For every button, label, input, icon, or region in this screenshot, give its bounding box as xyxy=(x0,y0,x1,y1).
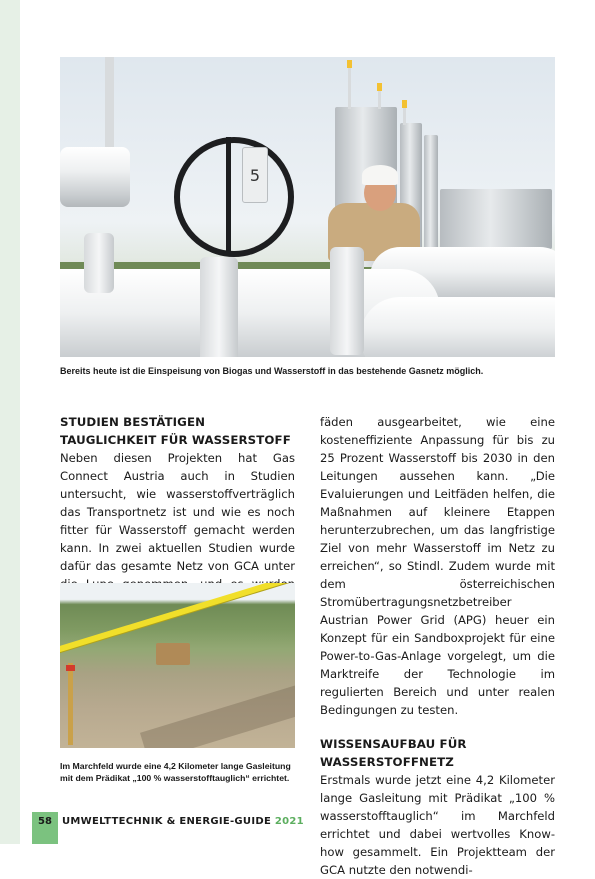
photo-worker-helmet xyxy=(362,165,398,185)
footer-title xyxy=(62,816,304,827)
side-accent-bar xyxy=(0,0,20,844)
photo-pipe-support xyxy=(156,643,190,665)
body-paragraph: fäden ausgearbeitet, wie eine kosteneffiziente Anpassung für bis zu 25 Prozent Wasserstoff bis 2030 in den Leitungen aussehen kann. „Die Evaluierungen und Leitfäden helfen, die Maßnahmen auf kleinere Etappen herunterzubrechen, um das langfristige Ziel von mehr Wasserstoff im Netz zu erreichen“, so Stindl. Zudem wurde mit dem österreichischen Stromübertragungsnetzbetreiber Austrian Power Grid (APG) heuer ein Konzept für ein Sandboxprojekt für eine Power-to-Gas-Anlage vorgelegt, um die Marktreife der Technologie im regulierten Bereich und unter realen Bedingungen zu testen. xyxy=(320,415,555,717)
body-paragraph: Neben diesen Projekten hat Gas Connect Austria auch in Studien untersucht, wie wasserstoffverträglich das Transportnetz ist und wie es noch fitter für Wasserstoff gemacht werden kann. In zwei aktuellen Studien wurde dafür das gesamte Netz von GCA unter xyxy=(60,451,295,573)
photo-caption-mid: Im Marchfeld wurde eine 4,2 Kilometer lange Gasleitung mit dem Prädikat „100 % wasserstofftauglich“ errichtet. xyxy=(60,761,291,783)
section-heading-wissensaufbau xyxy=(320,735,555,771)
photo-marker-band xyxy=(66,665,75,671)
heading-line: WASSERSTOFFNETZ xyxy=(320,755,454,769)
photo-number-sign: 5 xyxy=(242,147,268,203)
photo-marker-post xyxy=(68,663,73,745)
photo-pole xyxy=(348,65,351,109)
photo-silo xyxy=(424,135,438,260)
photo-flame xyxy=(402,100,407,108)
heading-line: STUDIEN BESTÄTIGEN xyxy=(60,415,206,429)
photo-gas-station xyxy=(60,57,555,357)
photo-flame xyxy=(347,60,352,68)
photo-flame xyxy=(377,83,382,91)
photo-flange xyxy=(200,257,238,357)
body-paragraph: Erstmals wurde jetzt eine 4,2 Kilometer lange Gasleitung mit Prädikat „100 % wasserstofftauglich“ im Marchfeld errichtet und dabei wertvolles Know-how gesammelt. Ein Projektteam der GCA nutzte den notwendi- xyxy=(320,773,555,877)
photo-building xyxy=(440,189,552,249)
heading-line: WISSENSAUFBAU FÜR xyxy=(320,737,467,751)
text-column-right xyxy=(320,413,555,879)
photo-flange xyxy=(330,247,364,355)
photo-trench xyxy=(140,674,295,748)
photo-valve-spoke xyxy=(226,137,231,253)
photo-pipe xyxy=(60,147,130,207)
footer-year: 2021 xyxy=(274,816,304,827)
footer-guide-name: UMWELTTECHNIK & ENERGIE-GUIDE xyxy=(62,816,272,827)
photo-caption-top: Bereits heute ist die Einspeisung von Biogas und Wasserstoff in das bestehende Gasnetz möglich. xyxy=(60,366,484,376)
photo-flange xyxy=(84,233,114,293)
photo-pipe xyxy=(360,297,555,357)
photo-marchfeld-pipeline xyxy=(60,583,295,748)
text-column-left xyxy=(60,413,295,611)
page-number: 58 xyxy=(32,812,58,844)
section-heading-studien xyxy=(60,413,295,449)
heading-line: TAUGLICHKEIT FÜR WASSERSTOFF xyxy=(60,433,291,447)
photo-valve-wheel xyxy=(174,137,294,257)
